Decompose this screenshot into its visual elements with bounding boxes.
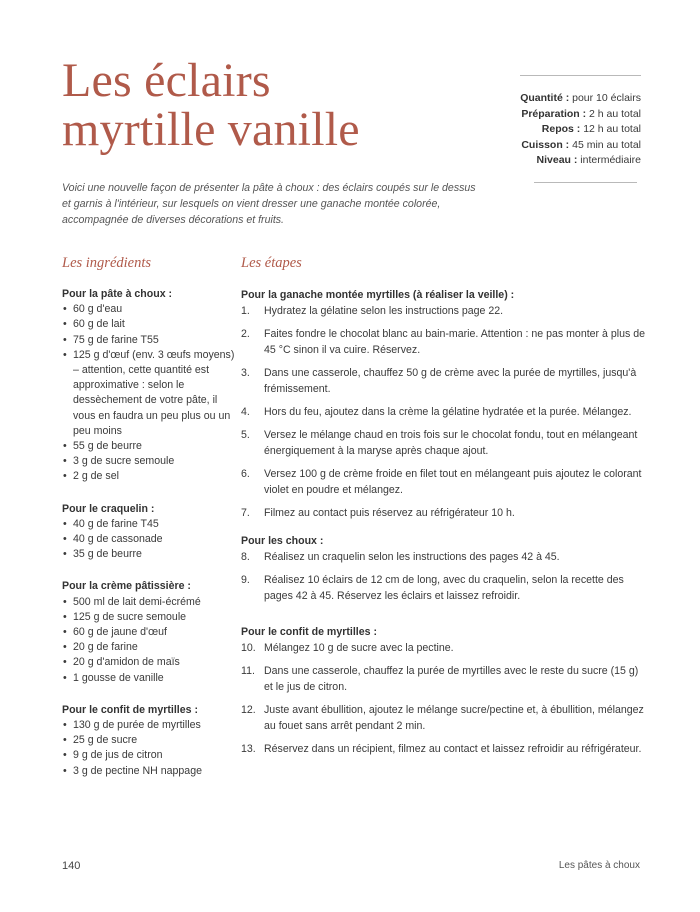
step-item [241, 663, 646, 695]
info-value: intermédiaire [580, 154, 641, 166]
ingredient-list [62, 302, 237, 484]
step-item [241, 572, 646, 604]
ingredient-item: • 1 gousse de vanille [62, 671, 237, 686]
info-value: 2 h au total [589, 107, 641, 120]
step-text: Faites fondre le chocolat blanc au bain-marie. Attention : ne pas monter à plus de 45 °C sinon il va cuire. Réservez. [264, 328, 646, 356]
ingredients-heading: Les ingrédients [62, 255, 152, 271]
step-text: Dans une casserole, chauffez 50 g de crème avec la purée de myrtilles, jusqu'à frémissement. [264, 367, 637, 395]
ingredient-item: • 3 g de pectine NH nappage [62, 764, 237, 779]
ingredient-group-title: Pour la crème pâtissière : [62, 580, 191, 593]
step-item [241, 505, 646, 521]
info-label: Quantité : [520, 92, 570, 104]
info-value: 45 min au total [572, 138, 641, 151]
info-label: Repos : [541, 123, 581, 135]
page-number: 140 [62, 860, 81, 872]
ingredient-item: • 35 g de beurre [62, 547, 237, 562]
info-preparation [518, 107, 641, 123]
ingredients-column [62, 287, 237, 796]
info-niveau [518, 153, 641, 169]
section-name: Les pâtes à choux [558, 860, 640, 871]
step-text: Dans une casserole, chauffez la purée de myrtilles avec le reste du sucre (15 g) et le jus de citron. [264, 665, 639, 693]
ingredient-list [62, 517, 237, 563]
info-quantite [518, 91, 641, 107]
ingredient-item: • 40 g de cassonade [62, 532, 237, 547]
step-text: Réalisez 10 éclairs de 12 cm de long, avec du craquelin, selon la recette des pages 42 à 45. Réservez les éclairs et laissez refroidir. [264, 574, 624, 602]
ingredient-group-title: Pour le confit de myrtilles : [62, 703, 198, 716]
step-text: Hors du feu, ajoutez dans la crème la gélatine hydratée et la purée. Mélangez. [264, 406, 632, 418]
ingredient-item: • 130 g de purée de myrtilles [62, 718, 237, 733]
step-text: Filmez au contact puis réservez au réfrigérateur 10 h. [264, 507, 515, 519]
step-item [241, 702, 646, 734]
ingredient-group [62, 703, 237, 779]
step-group-title: Pour la ganache montée myrtilles (à réaliser la veille) : [241, 289, 515, 301]
divider-top [520, 75, 641, 76]
title-line-2: myrtille vanille [62, 103, 360, 156]
step-item [241, 549, 646, 565]
step-number: 12. [241, 704, 256, 716]
steps-heading: Les étapes [241, 255, 302, 271]
step-text: Hydratez la gélatine selon les instructions page 22. [264, 305, 504, 317]
steps-column [241, 287, 646, 764]
step-number: 9. [241, 574, 250, 586]
info-label: Préparation : [521, 107, 587, 120]
step-number: 6. [241, 468, 250, 480]
step-text: Versez le mélange chaud en trois fois sur le chocolat fondu, tout en mélangeant énergiquement à la maryse après chaque ajout. [264, 429, 638, 457]
ingredient-item: • 75 g de farine T55 [62, 333, 237, 348]
ingredient-item: • 20 g d'amidon de maïs [62, 655, 237, 670]
step-number: 10. [241, 642, 256, 654]
recipe-info-box [518, 75, 641, 183]
ingredient-item: • 25 g de sucre [62, 733, 237, 748]
info-repos [518, 122, 641, 138]
info-label: Niveau : [536, 154, 578, 166]
step-item [241, 326, 646, 358]
ingredient-group-title: Pour le craquelin : [62, 502, 155, 515]
ingredient-item: • 60 g d'eau [62, 302, 237, 317]
ingredient-item: • 55 g de beurre [62, 439, 237, 454]
step-group-title: Pour les choux : [241, 535, 324, 547]
step-number: 8. [241, 551, 250, 563]
step-item [241, 303, 646, 319]
ingredient-item: • 60 g de lait [62, 317, 237, 332]
ingredient-item: • 125 g de sucre semoule [62, 610, 237, 625]
ingredient-group [62, 579, 237, 685]
step-item [241, 365, 646, 397]
info-cuisson [518, 138, 641, 154]
ingredient-item: • 3 g de sucre semoule [62, 454, 237, 469]
step-text: Juste avant ébullition, ajoutez le mélange sucre/pectine et, à ébullition, mélangez au fouet sans arrêt pendant 2 min. [264, 704, 644, 732]
divider-bottom [534, 182, 637, 183]
ingredient-item: • 40 g de farine T45 [62, 517, 237, 532]
step-number: 7. [241, 507, 250, 519]
ingredient-item: • 60 g de jaune d'œuf [62, 625, 237, 640]
step-number: 13. [241, 743, 256, 755]
step-text: Réservez dans un récipient, filmez au contact et laissez refroidir au réfrigérateur. [264, 743, 642, 755]
ingredient-item: • 2 g de sel [62, 469, 237, 484]
ingredient-list [62, 718, 237, 779]
step-item [241, 741, 646, 757]
ingredient-group-title: Pour la pâte à choux : [62, 288, 173, 300]
step-group [241, 624, 646, 757]
step-number: 3. [241, 367, 250, 379]
step-text: Versez 100 g de crème froide en filet tout en mélangeant puis ajoutez le colorant violet en poudre et mélangez. [264, 468, 642, 496]
info-label: Cuisson : [521, 138, 570, 151]
info-value: pour 10 éclairs [572, 92, 641, 104]
step-text: Mélangez 10 g de sucre avec la pectine. [264, 642, 454, 654]
step-number: 1. [241, 305, 250, 317]
ingredient-list [62, 595, 237, 686]
info-rows [518, 91, 641, 169]
step-group [241, 287, 646, 521]
intro-text: Voici une nouvelle façon de présenter la pâte à choux : des éclairs coupés sur le dessus et garnis à l'intérieur, sur lesquels on vient dresser une ganache montée colorée, accompagnée de diverses décorations et fruits. [62, 182, 476, 226]
ingredient-item: • 125 g d'œuf (env. 3 œufs moyens) – attention, cette quantité est approximative : selon le dessèchement de votre pâte, il vous en faudra un peu plus ou un peu moins [62, 348, 237, 439]
ingredient-item: • 9 g de jus de citron [62, 748, 237, 763]
step-text: Réalisez un craquelin selon les instructions des pages 42 à 45. [264, 551, 560, 563]
step-number: 2. [241, 328, 250, 340]
info-value: 12 h au total [583, 123, 641, 135]
ingredient-group [62, 287, 237, 485]
step-group [241, 533, 646, 604]
step-number: 11. [241, 665, 255, 677]
ingredient-item: • 20 g de farine [62, 640, 237, 655]
step-number: 4. [241, 406, 250, 418]
title-line-1: Les éclairs [62, 54, 271, 107]
ingredient-item: • 500 ml de lait demi-écrémé [62, 595, 237, 610]
step-item [241, 427, 646, 459]
step-group-title: Pour le confit de myrtilles : [241, 626, 377, 638]
ingredient-group [62, 502, 237, 563]
step-item [241, 466, 646, 498]
step-item [241, 640, 646, 656]
step-number: 5. [241, 429, 250, 441]
step-item [241, 404, 646, 420]
page-title [62, 56, 360, 154]
